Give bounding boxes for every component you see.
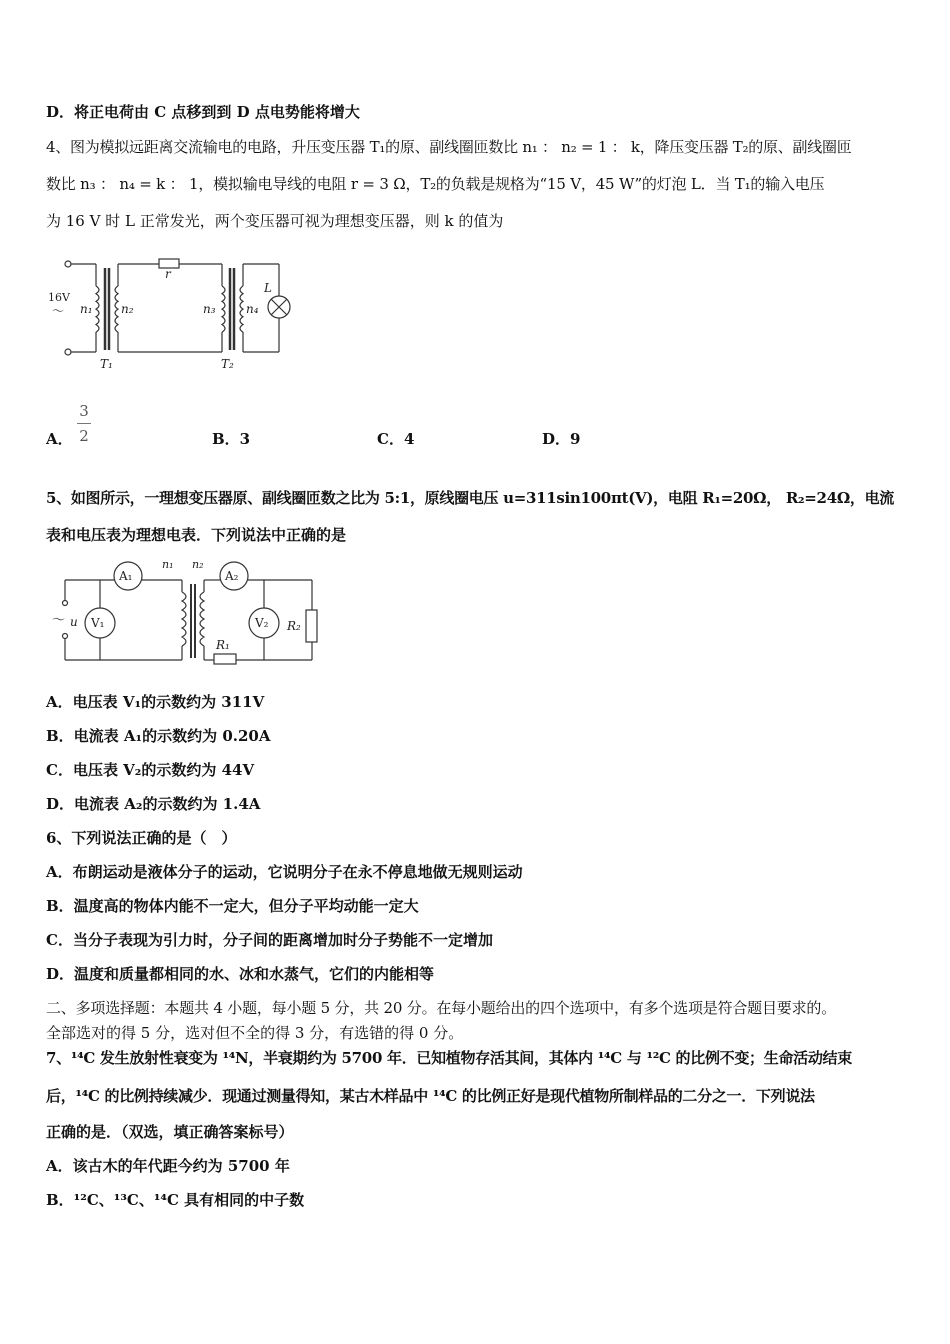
svg-text:L: L bbox=[264, 281, 272, 295]
q5-option-a: A．电压表 V₁的示数约为 311V bbox=[46, 693, 265, 711]
q4-stem-line-1: 4、图为模拟远距离交流输电的电路，升压变压器 T₁的原、副线圈匝数比 n₁ ： n₂ = 1 ： k，降压变压器 T₂的原、副线圈匝 bbox=[46, 138, 852, 156]
q4-option-b: B．3 bbox=[212, 430, 251, 448]
svg-text:n₂: n₂ bbox=[121, 302, 134, 316]
svg-text:n₄: n₄ bbox=[246, 302, 259, 316]
section2-intro-line-1: 二、多项选择题：本题共 4 小题，每小题 5 分，共 20 分。在每小题给出的四个选项中，有多个选项是符合题目要求的。 bbox=[46, 999, 836, 1017]
q6-option-b: B．温度高的物体内能不一定大，但分子平均动能一定大 bbox=[46, 897, 419, 915]
q4-stem-line-2: 数比 n₃ ： n₄ = k ： 1，模拟输电导线的电阻 r = 3 Ω，T₂的负载是规格为“15 V，45 W”的灯泡 L．当 T₁的输入电压 bbox=[46, 175, 825, 193]
svg-text:A₂: A₂ bbox=[225, 569, 239, 583]
q3-option-d: D．将正电荷由 C 点移到到 D 点电势能将增大 bbox=[46, 103, 360, 121]
svg-text:n₃: n₃ bbox=[203, 302, 216, 316]
svg-text:V₂: V₂ bbox=[255, 616, 269, 630]
q4-circuit-diagram bbox=[44, 250, 314, 375]
q7-stem-line-1: 7、¹⁴C 发生放射性衰变为 ¹⁴N，半衰期约为 5700 年．已知植物存活其间，其体内 ¹⁴C 与 ¹²C 的比例不变；生命活动结束 bbox=[46, 1049, 852, 1067]
q5-option-d: D．电流表 A₂的示数约为 1.4A bbox=[46, 795, 261, 813]
svg-text:u: u bbox=[70, 615, 78, 629]
q4-option-c: C．4 bbox=[377, 430, 415, 448]
svg-text:A₁: A₁ bbox=[119, 569, 133, 583]
svg-text:n₁: n₁ bbox=[80, 302, 93, 316]
q5-stem-line-2: 表和电压表为理想电表．下列说法中正确的是 bbox=[46, 526, 347, 544]
svg-text:T₂: T₂ bbox=[221, 357, 234, 371]
q6-option-c: C．当分子表现为引力时，分子间的距离增加时分子势能不一定增加 bbox=[46, 931, 493, 949]
q6-option-a: A．布朗运动是液体分子的运动，它说明分子在永不停息地做无规则运动 bbox=[46, 863, 523, 881]
svg-text:～: ～ bbox=[52, 613, 66, 628]
q4-option-a: A． bbox=[46, 430, 73, 448]
q4-stem-line-3: 为 16 V 时 L 正常发光，两个变压器可视为理想变压器，则 k 的值为 bbox=[46, 212, 504, 230]
q4-option-d: D．9 bbox=[542, 430, 581, 448]
svg-text:～: ～ bbox=[52, 304, 65, 318]
q5-circuit-diagram bbox=[50, 556, 330, 668]
svg-text:R₁: R₁ bbox=[216, 638, 230, 652]
svg-text:16V: 16V bbox=[48, 291, 70, 304]
svg-text:n₁: n₁ bbox=[162, 558, 174, 571]
q5-stem-line-1: 5、如图所示，一理想变压器原、副线圈匝数之比为 5:1，原线圈电压 u=311sin100πt(V)，电阻 R₁=20Ω， R₂=24Ω，电流 bbox=[46, 489, 894, 507]
svg-text:R₂: R₂ bbox=[287, 619, 301, 633]
svg-text:n₂: n₂ bbox=[192, 558, 204, 571]
svg-text:T₁: T₁ bbox=[100, 357, 113, 371]
q5-option-c: C．电压表 V₂的示数约为 44V bbox=[46, 761, 255, 779]
q6-stem: 6、下列说法正确的是（ ） bbox=[46, 829, 237, 847]
q7-option-b: B．¹²C、¹³C、¹⁴C 具有相同的中子数 bbox=[46, 1191, 305, 1209]
q4-option-a-fraction: 3 2 bbox=[77, 402, 91, 445]
q7-option-a: A．该古木的年代距今约为 5700 年 bbox=[46, 1157, 290, 1175]
q5-option-b: B．电流表 A₁的示数约为 0.20A bbox=[46, 727, 271, 745]
q7-stem-line-2: 后，¹⁴C 的比例持续减少．现通过测量得知，某古木样品中 ¹⁴C 的比例正好是现代植物所制样品的二分之一．下列说法 bbox=[46, 1087, 815, 1105]
svg-text:V₁: V₁ bbox=[91, 616, 105, 630]
q7-stem-line-3: 正确的是．（双选，填正确答案标号） bbox=[46, 1123, 294, 1141]
q6-option-d: D．温度和质量都相同的水、冰和水蒸气，它们的内能相等 bbox=[46, 965, 435, 983]
section2-intro-line-2: 全部选对的得 5 分，选对但不全的得 3 分，有选错的得 0 分。 bbox=[46, 1024, 464, 1042]
svg-text:r: r bbox=[165, 267, 171, 281]
